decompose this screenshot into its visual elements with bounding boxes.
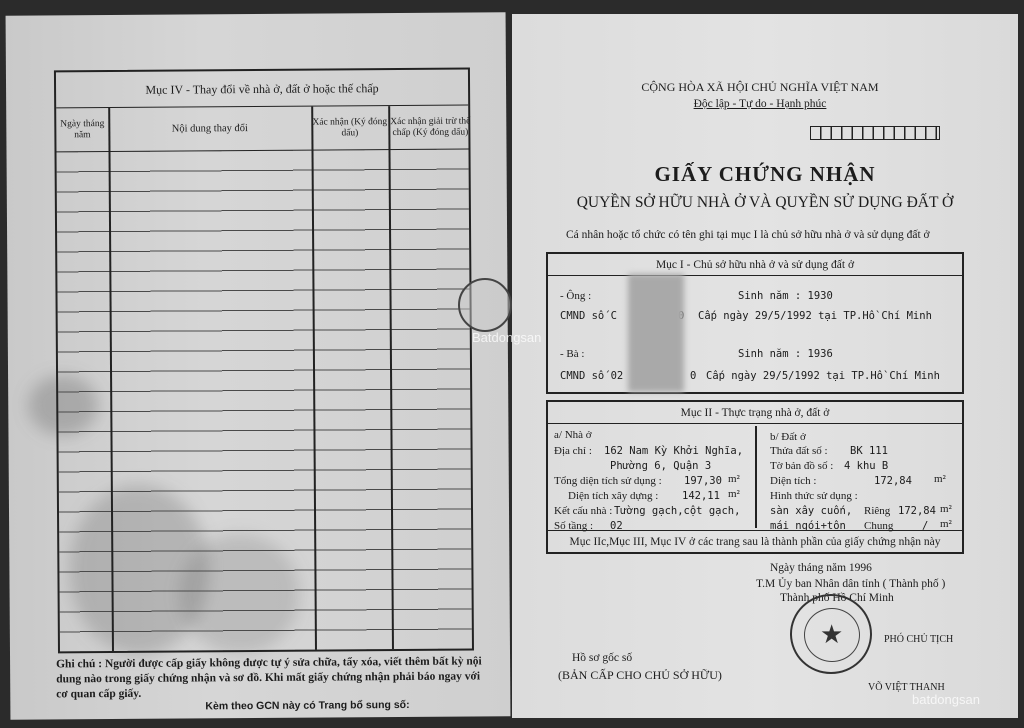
certificate-subtitle: QUYỀN SỞ HỮU NHÀ Ở VÀ QUYỀN SỬ DỤNG ĐẤT Ở	[576, 194, 954, 211]
shared-value: /	[922, 520, 929, 532]
note	[56, 654, 486, 702]
redacted-area	[628, 274, 684, 392]
plot-label: Thửa đất số :	[770, 445, 828, 457]
structure-value: Tường gạch,cột gạch,	[614, 505, 741, 517]
intro-text: Cá nhân hoặc tổ chức có tên ghi tại mục I là chủ sở hữu nhà ở và sử dụng đất ở	[566, 229, 930, 241]
table-header	[56, 106, 471, 153]
right-page	[512, 14, 1018, 718]
total-area-value: 197,30	[684, 475, 722, 487]
owner1-birth: Sinh năm : 1930	[738, 290, 833, 302]
owner1-issue: Cấp ngày 29/5/1992 tại TP.Hồ Chí Minh	[698, 310, 932, 322]
land-area-label: Diện tích :	[770, 475, 817, 487]
note-label: Ghi chú :	[56, 658, 103, 671]
signer-name: VÕ VIỆT THANH	[868, 682, 945, 693]
page-seal	[458, 278, 512, 332]
owner-section	[546, 252, 964, 394]
change-table	[54, 68, 474, 654]
map-value: 4 khu B	[844, 460, 889, 472]
shared-label: Chung	[864, 520, 894, 532]
structure-label: Kết cấu nhà :	[554, 505, 613, 517]
owner2-issue: Cấp ngày 29/5/1992 tại TP.Hồ Chí Minh	[706, 370, 940, 382]
column-header-confirm: Xác nhận (Ký đóng dấu)	[312, 116, 388, 138]
property-section	[546, 400, 964, 554]
watermark: batdongsan	[912, 692, 980, 707]
column-header-release: Xác nhận giải trừ thế chấp (Ký đóng dấu)	[390, 116, 471, 138]
private-value: 172,84	[898, 505, 936, 517]
owner2-id-tail: 0	[690, 370, 697, 382]
section-footer: Mục IIc,Mục III, Mục IV ở các trang sau là thành phần của giấy chứng nhận này	[548, 530, 962, 552]
star-icon: ★	[820, 620, 844, 649]
house-label: a/ Nhà ở	[554, 429, 592, 441]
section-title: Mục II - Thực trạng nhà ở, đất ở	[548, 402, 962, 424]
floors-label: Số tầng :	[554, 520, 594, 532]
owner1-id-label: CMND số C	[560, 310, 617, 322]
section-title: Mục IV - Thay đổi về nhà ở, đất ở hoặc thế chấp	[56, 70, 468, 109]
authority: T.M Ủy ban Nhân dân tỉnh ( Thành phố )	[756, 578, 946, 590]
serial-number-boxes	[810, 126, 940, 140]
built-area-value: 142,11	[682, 490, 720, 502]
table-rows	[57, 150, 472, 652]
usage-label: Hình thức sử dụng :	[770, 490, 858, 502]
address-label: Địa chỉ :	[554, 445, 592, 457]
usage-line-2: mái ngói+tôn	[770, 520, 846, 532]
attachment-line: Kèm theo GCN này có Trang bổ sung số:	[205, 698, 410, 713]
note-text: Người được cấp giấy không được tự ý sửa chữa, tẩy xóa, viết thêm bất kỳ nội dung nào trong giấy chứng nhận và sơ đồ. Khi mất giấy chứng nhận phải báo ngay với cơ quan cấp giấy.	[56, 655, 482, 701]
land-label: b/ Đất ở	[770, 431, 806, 443]
motto: Độc lập - Tự do - Hạnh phúc	[693, 98, 827, 110]
column-header-date: Ngày tháng năm	[60, 118, 105, 140]
private-unit: m²	[940, 503, 952, 515]
official-seal	[790, 594, 872, 674]
usage-line-1: sàn xây cuốn,	[770, 505, 853, 517]
address-line-2: Phường 6, Quận 3	[610, 460, 712, 472]
divider	[755, 426, 757, 528]
floors-value: 02	[610, 520, 623, 532]
section-title: Mục I - Chủ sở hữu nhà ở và sử dụng đất ở	[548, 254, 962, 276]
built-area-unit: m²	[728, 488, 740, 500]
owner2-birth: Sinh năm : 1936	[738, 348, 833, 360]
left-page	[6, 12, 511, 719]
private-label: Riêng	[864, 505, 891, 517]
nation-name: CỘNG HÒA XÃ HỘI CHỦ NGHĨA VIỆT NAM	[641, 80, 879, 94]
land-area-unit: m²	[934, 473, 946, 485]
plot-value: BK 111	[850, 445, 888, 457]
city: Thành phố Hồ Chí Minh	[780, 592, 894, 604]
owner2-prefix: - Bà :	[560, 348, 585, 360]
certificate-title: GIẤY CHỨNG NHẬN	[654, 162, 876, 186]
file-number: Hồ sơ gốc số	[572, 652, 633, 664]
address-line-1: 162 Nam Kỳ Khởi Nghĩa,	[604, 445, 744, 457]
map-label: Tờ bản đồ số :	[770, 460, 834, 472]
vice-chair-title: PHÓ CHỦ TỊCH	[884, 634, 954, 645]
owner1-prefix: - Ông :	[560, 290, 592, 302]
total-area-unit: m²	[728, 473, 740, 485]
land-area-value: 172,84	[874, 475, 912, 487]
column-header-content: Nội dung thay đổi	[171, 123, 248, 135]
copy-note: (BẢN CẤP CHO CHỦ SỞ HỮU)	[558, 668, 722, 682]
built-area-label: Diện tích xây dựng :	[568, 490, 659, 502]
shared-unit: m²	[940, 518, 952, 530]
date-line: Ngày tháng năm 1996	[770, 562, 872, 574]
watermark: Batdongsan	[472, 330, 542, 345]
total-area-label: Tổng diện tích sử dụng :	[554, 475, 662, 487]
owner2-id-label: CMND số 02	[560, 370, 624, 382]
